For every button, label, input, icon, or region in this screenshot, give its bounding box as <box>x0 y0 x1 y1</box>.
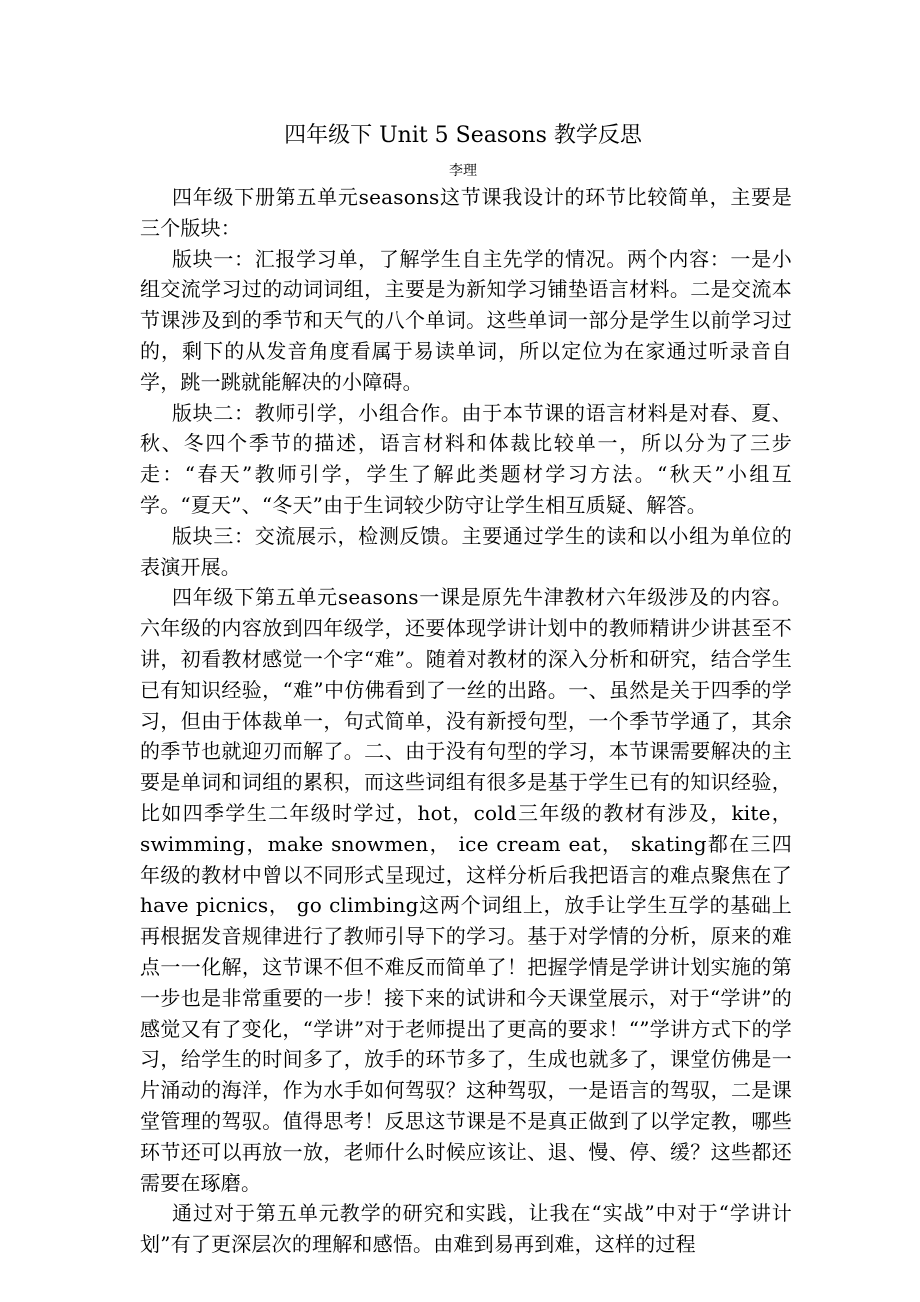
document-title: 四年级下 Unit 5 Seasons 教学反思 <box>284 123 642 148</box>
paragraph-conclusion: 通过对于第五单元教学的研究和实践，让我在“实战”中对于“学讲计划”有了更深层次的理解和感悟。由难到易再到难，这样的过程 <box>140 1201 792 1257</box>
paragraph-section-2: 版块二：教师引学，小组合作。由于本节课的语言材料是对春、夏、秋、冬四个季节的描述，语言材料和体裁比较单一，所以分为了三步走：“春天”教师引学，学生了解此类题材学习方法。“秋天”小组互学。“夏天”、“冬天”由于生词较少防守让学生相互质疑、解答。 <box>140 400 792 517</box>
paragraph-intro: 四年级下册第五单元seasons这节课我设计的环节比较简单，主要是三个版块： <box>140 185 792 240</box>
paragraph-section-1: 版块一：汇报学习单，了解学生自主先学的情况。两个内容：一是小组交流学习过的动词词组，主要是为新知学习铺垫语言材料。二是交流本节课涉及到的季节和天气的八个单词。这些单词一部分是学生以前学习过的，剩下的从发音角度看属于易读单词，所以定位为在家通过听录音自学，跳一跳就能解决的小障碍。 <box>140 246 792 394</box>
paragraph-section-3: 版块三：交流展示，检测反馈。主要通过学生的读和以小组为单位的表演开展。 <box>140 523 792 579</box>
document-author: 李理 <box>449 163 477 179</box>
paragraph-reflection: 四年级下第五单元seasons一课是原先牛津教材六年级涉及的内容。六年级的内容放到四年级学，还要体现学讲计划中的教师精讲少讲甚至不讲，初看教材感觉一个字“难”。随着对教材的深入分析和研究，结合学生已有知识经验，“难”中仿佛看到了一丝的出路。一、虽然是关于四季的学习，但由于体裁单一，句式简单，没有新授句型，一个季节学通了，其余的季节也就迎刃而解了。二、由于没有句型的学习，本节课需要解决的主要是单词和词组的累积，而这些词组有很多是基于学生已有的知识经验，比如四季学生二年级时学过，hot，cold三年级的教材有涉及，kite，swimming，make snowmen， ice cream eat， skating都在三四年级的教材中曾以不同形式呈现过，这样分析后我把语言的难点聚焦在了have picnics， go climbing这两个词组上，放手让学生互学的基础上再根据发音规律进行了教师引导下的学习。基于对学情的分析，原来的难点一一化解，这节课不但不难反而简单了！把握学情是学讲计划实施的第一步也是非常重要的一步！接下来的试讲和今天课堂展示，对于“学讲”的感觉又有了变化，“学讲”对于老师提出了更高的要求！“”学讲方式下的学习，给学生的时间多了，放手的环节多了，生成也就多了，课堂仿佛是一片涌动的海洋，作为水手如何驾驭？这种驾驭，一是语言的驾驭，二是课堂管理的驾驭。值得思考！反思这节课是不是真正做到了以学定教，哪些环节还可以再放一放，老师什么时候应该让、退、慢、停、缓？这些都还需要在琢磨。 <box>140 585 792 1195</box>
document-body <box>140 182 792 1260</box>
